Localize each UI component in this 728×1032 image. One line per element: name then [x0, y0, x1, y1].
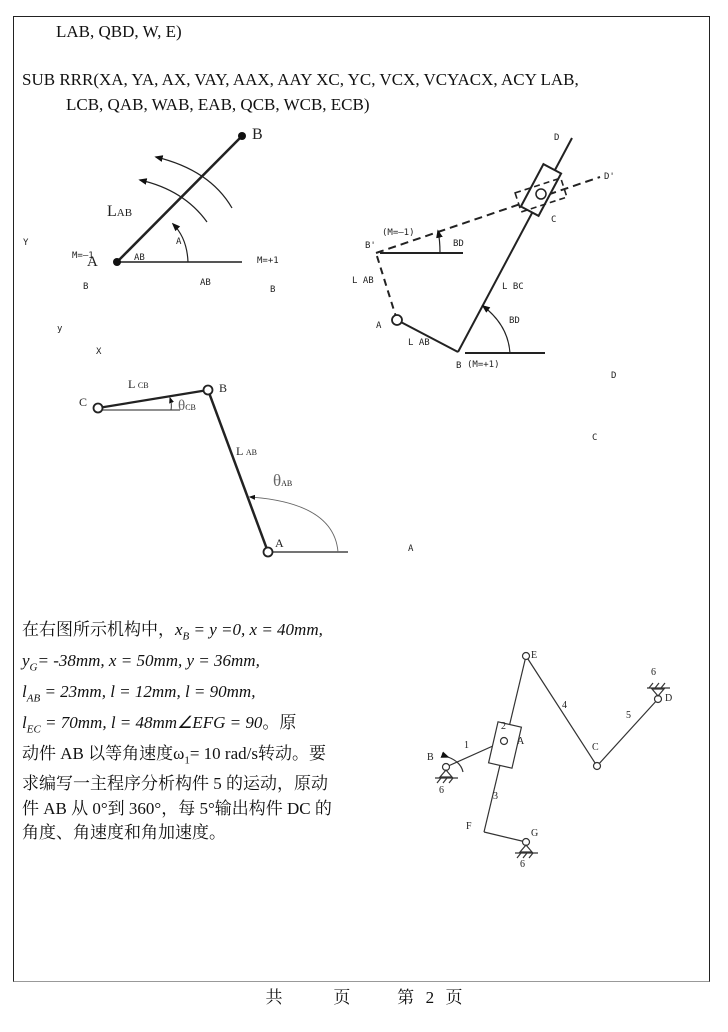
problem-line-5: 动件 AB 以等角速度$\omega_1= 10$ rad/s转动。要	[22, 743, 326, 766]
fig1-label-x: X	[96, 347, 102, 357]
fig2-label-d-prime: D'	[604, 172, 615, 182]
joint-e	[523, 653, 530, 660]
fig4-label-c: C	[592, 742, 599, 753]
fig2-label-d-outside: D	[611, 371, 617, 381]
joint-a	[392, 315, 402, 325]
joint-c	[94, 404, 103, 413]
fig4-label-e: E	[531, 650, 538, 661]
fig1-label-a-big: A	[87, 254, 98, 270]
link-ab-dashed	[376, 253, 397, 320]
problem-line-6: 求编写一主程序分析构件 5 的运动，原动	[22, 774, 328, 794]
fig1-label-y-lower: y	[57, 324, 63, 334]
fig4-label-3: 3	[493, 791, 498, 802]
fig2-label-c: C	[551, 215, 557, 225]
footer-page-unit-1: 页	[333, 988, 351, 1008]
fig1-label-m-minus: M=–1	[72, 251, 94, 261]
angle-arc-cb	[170, 398, 171, 410]
angle-arc-ab	[250, 497, 338, 552]
fig4-label-6-d: 6	[651, 667, 656, 678]
fig4-label-g: G	[531, 828, 539, 839]
link-fg	[484, 832, 526, 842]
code-line-2: SUB RRR(XA, YA, AX, VAY, AAX, AAY XC, YC, VCX, VCYACX, ACY LAB,	[22, 70, 579, 89]
fig1-label-m-plus: M=+1	[257, 256, 279, 266]
fig1-label-y-upper: Y	[23, 238, 29, 248]
fig2-label-a: A	[376, 321, 382, 331]
fig2-label-d: D	[554, 133, 560, 143]
problem-line-8: 角度、角速度和角加速度。	[22, 823, 226, 843]
footer-page-unit-2: 页	[445, 988, 463, 1008]
fig1-label-b-low1: B	[83, 282, 89, 292]
problem-line-2: $y_G= -38mm$, x = 50mm, y = 36mm,	[22, 650, 260, 674]
link-bd-dashed	[376, 177, 600, 253]
problem-line-7: 件 AB 从 0°到 360°，每 5°输出构件 DC 的	[22, 798, 332, 818]
fig4-label-a: A	[517, 736, 525, 747]
joint-c	[594, 763, 601, 770]
fig1-label-b: B	[252, 126, 263, 143]
code-line-1: LAB, QBD, W, E)	[56, 22, 182, 41]
fig4-label-f: F	[466, 821, 472, 832]
fig2-label-lab-upper: L AB	[352, 276, 374, 286]
fig1-label-ab-low: AB	[200, 278, 211, 288]
ground-hatch-g	[517, 853, 533, 858]
fig4-label-2: 2	[501, 721, 506, 732]
fig2-label-c-outside: C	[592, 433, 598, 443]
page-footer	[0, 983, 728, 1008]
figure-3-rrr-dyad	[94, 386, 349, 557]
fig2-label-lbc: L BC	[502, 282, 524, 292]
fig4-label-d: D	[665, 693, 673, 704]
fig4-label-b: B	[427, 752, 434, 763]
fig3-label-theta-ab: θAB	[273, 471, 293, 490]
fig2-label-b: B	[456, 361, 462, 371]
fig3-label-c: C	[79, 395, 88, 409]
fig2-label-a-outside: A	[408, 544, 414, 554]
problem-line-1: 在右图所示机构中，$x_B = y =0$, x = 40mm,	[22, 620, 323, 643]
fig1-label-b-low2: B	[270, 285, 276, 295]
fig3-label-lcb: L CB	[128, 377, 149, 391]
joint-a	[264, 548, 273, 557]
fig2-label-m-minus: (M=–1)	[382, 228, 415, 238]
joint-b	[238, 132, 246, 140]
fig3-label-a: A	[275, 536, 284, 550]
fig4-label-4: 4	[562, 700, 567, 711]
angle-arc-bottom	[483, 306, 510, 353]
rotation-arrow-inner	[140, 180, 207, 222]
footer-ordinal: 第	[397, 988, 415, 1008]
fig3-label-theta-cb: θCB	[178, 398, 196, 414]
joint-b	[204, 386, 213, 395]
fig1-label-a-angle: A	[176, 237, 182, 247]
fig1-label-ab-near: AB	[134, 253, 145, 263]
ground-hatch-d	[649, 683, 665, 688]
fig4-label-6-b: 6	[439, 785, 444, 796]
link-ab	[208, 390, 268, 552]
fig2-label-bd-top: BD	[453, 239, 464, 249]
footer-page-number: 2	[425, 988, 435, 1007]
problem-line-3: $l_{AB} = 23mm$, l = 12mm, l = 90mm,	[22, 681, 256, 705]
figure-2-slider-mechanism	[376, 138, 600, 353]
rotation-arrow-outer	[156, 157, 232, 208]
fig3-label-b: B	[219, 381, 228, 395]
fig2-label-bd-bottom: BD	[509, 316, 520, 326]
fig2-label-m-plus: (M=+1)	[467, 360, 500, 370]
fig2-label-lab-lower: L AB	[408, 338, 430, 348]
link-4	[526, 656, 597, 766]
angle-arc-top	[438, 231, 440, 253]
joint-a	[501, 738, 508, 745]
fig1-label-lab: LAB	[107, 203, 133, 220]
ground-hatch-b	[437, 778, 453, 783]
problem-statement	[22, 618, 392, 846]
fig4-label-1: 1	[464, 740, 469, 751]
fig3-label-lab: L AB	[236, 444, 258, 458]
problem-line-4: $l_{EC} = 70mm$, l = 48mm∠EFG = 90。原	[22, 712, 297, 736]
footer-total: 共	[265, 988, 283, 1008]
fig2-label-b-prime: B'	[365, 241, 376, 251]
slider-pivot	[536, 189, 546, 199]
fig4-label-6-g: 6	[520, 859, 525, 870]
joint-a	[113, 258, 121, 266]
fig4-label-5: 5	[626, 710, 631, 721]
code-line-3: LCB, QAB, WAB, EAB, QCB, WCB, ECB)	[66, 95, 370, 114]
